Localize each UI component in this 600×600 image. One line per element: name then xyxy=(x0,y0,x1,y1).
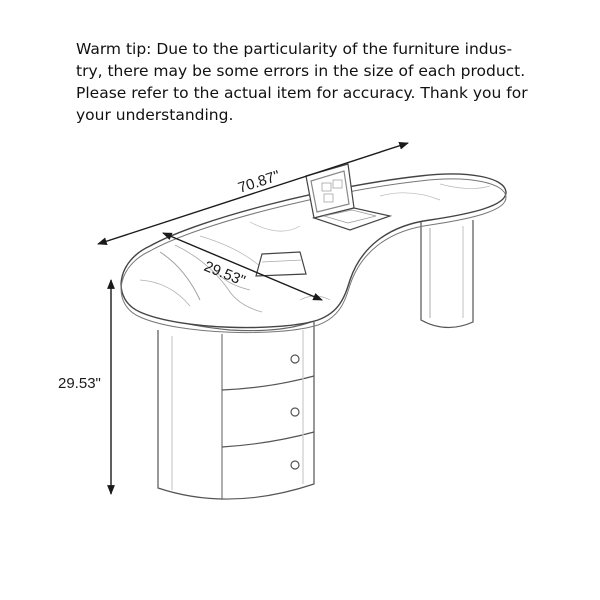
drawer-knob xyxy=(291,461,299,469)
height-label: 29.53" xyxy=(58,375,101,392)
length-label: 70.87" xyxy=(235,167,283,197)
notebook xyxy=(256,252,306,276)
height-dimension xyxy=(58,280,111,494)
depth-label: 29.53" xyxy=(201,257,248,290)
notice-line: your understanding. xyxy=(76,106,234,124)
desk-illustration xyxy=(121,164,506,500)
notice-line: Please refer to the actual item for accuracy. Thank you for xyxy=(76,84,528,102)
drawer-cabinet xyxy=(158,322,314,500)
drawer-knob xyxy=(291,408,299,416)
notice-line: Warm tip: Due to the particularity of the furniture indus- xyxy=(76,40,513,58)
notice-line: try, there may be some errors in the size of each product. xyxy=(76,62,526,80)
drawer-knob xyxy=(291,355,299,363)
desk-leg-right xyxy=(421,220,473,328)
